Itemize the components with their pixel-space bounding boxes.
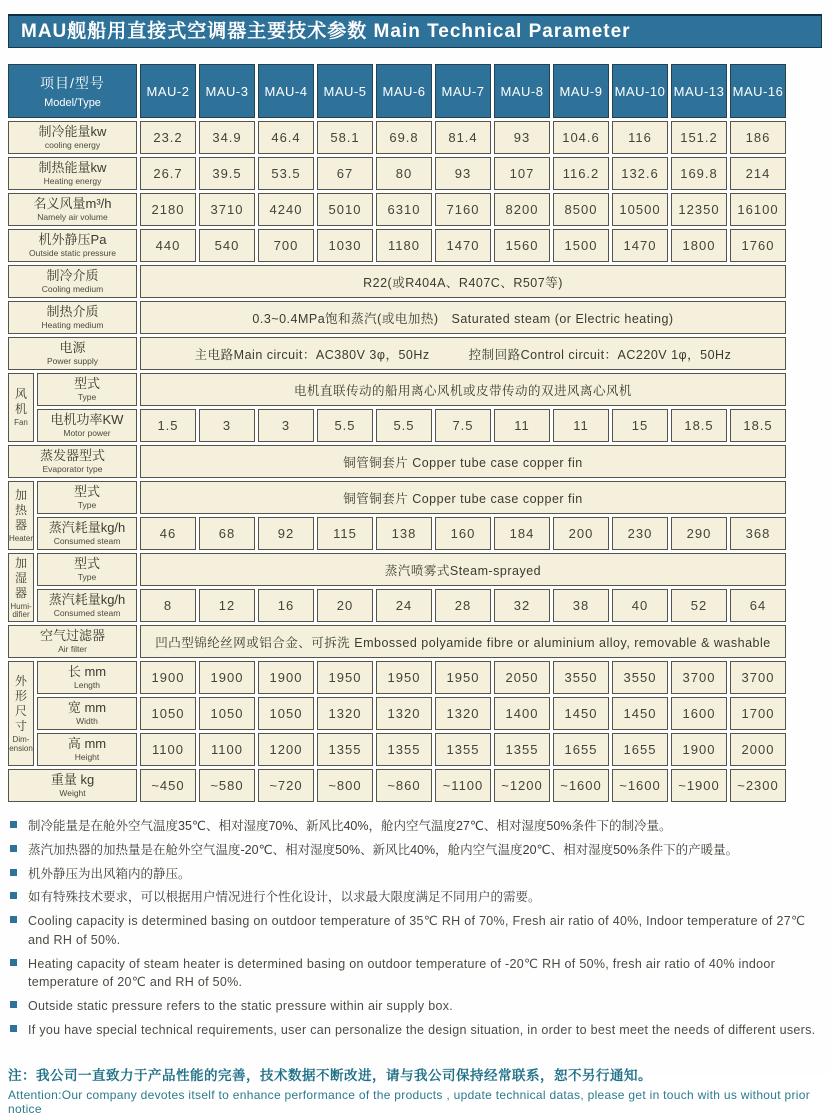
value-cell: 3550: [553, 661, 609, 694]
value-cell: 24: [376, 589, 432, 622]
value-air-filter: 凹凸型锦纶丝网或铝合金、可拆洗 Embossed polyamide fibre or aluminium alloy, removable & washable: [140, 625, 786, 658]
value-cell: 1655: [612, 733, 668, 766]
value-cell: 53.5: [258, 157, 314, 190]
value-cell: 58.1: [317, 121, 373, 154]
bullet-square-icon: [10, 845, 17, 852]
value-cell: 1320: [317, 697, 373, 730]
footer-note-zh: 注：我公司一直致力于产品性能的完善，技术数据不断改进，请与我公司保持经常联系，恕不另行通知。: [8, 1067, 652, 1083]
value-cell: 290: [671, 517, 727, 550]
model-header-cell: MAU-3: [199, 64, 255, 118]
row-label-evaporator-type: 蒸发器型式 Evaporator type: [8, 445, 137, 478]
value-cell: ~450: [140, 769, 196, 802]
value-cell: 5.5: [317, 409, 373, 442]
value-cell: 68: [199, 517, 255, 550]
value-cell: 1800: [671, 229, 727, 262]
value-cell: 1950: [376, 661, 432, 694]
value-cell: 1355: [376, 733, 432, 766]
value-cell: 1200: [258, 733, 314, 766]
value-cell: 52: [671, 589, 727, 622]
section-label-humidifier: 加湿器 Humi-difier: [8, 553, 34, 622]
value-cell: 440: [140, 229, 196, 262]
row-label-power-supply: 电源 Power supply: [8, 337, 137, 370]
corner-label-en: Model/Type: [44, 97, 101, 109]
value-cell: 1655: [553, 733, 609, 766]
value-power-supply: 主电路Main circuit：AC380V 3φ，50Hz 控制回路Control circuit：AC220V 1φ，50Hz: [140, 337, 786, 370]
value-cell: 3: [199, 409, 255, 442]
row-label-height: 高 mm Height: [37, 733, 137, 766]
value-cooling-medium: R22(或R404A、R407C、R507等): [140, 265, 786, 298]
value-cell: 3700: [671, 661, 727, 694]
value-cell: ~860: [376, 769, 432, 802]
model-header-cell: MAU-5: [317, 64, 373, 118]
value-cell: 1320: [435, 697, 491, 730]
value-cell: 3700: [730, 661, 786, 694]
value-cell: 1030: [317, 229, 373, 262]
value-cell: 11: [494, 409, 550, 442]
bullet-square-icon: [10, 959, 17, 966]
value-cell: 5010: [317, 193, 373, 226]
value-cell: 1950: [435, 661, 491, 694]
value-humidifier-type: 蒸汽喷雾式Steam-sprayed: [140, 553, 786, 586]
row-label-humidifier-consumed-steam: 蒸汽耗量kg/h Consumed steam: [37, 589, 137, 622]
note-text: Heating capacity of steam heater is determined basing on outdoor temperature of -20℃ RH of 50%, fresh air ratio of 40% indoor temperature of 20℃ and RH of 50%.: [28, 956, 776, 990]
value-cell: 1180: [376, 229, 432, 262]
model-header-cell: MAU-9: [553, 64, 609, 118]
value-heating-medium: 0.3~0.4MPa饱和蒸汽(或电加热) Saturated steam (or Electric heating): [140, 301, 786, 334]
section-label-dimension: 外形尺寸 Dim-ension: [8, 661, 34, 766]
value-cell: 3710: [199, 193, 255, 226]
value-cell: 38: [553, 589, 609, 622]
value-cell: 1400: [494, 697, 550, 730]
row-label-heating-medium: 制热介质 Heating medium: [8, 301, 137, 334]
value-cell: 132.6: [612, 157, 668, 190]
value-cell: 8500: [553, 193, 609, 226]
value-cell: ~1900: [671, 769, 727, 802]
model-header-cell: MAU-13: [671, 64, 727, 118]
value-cell: ~580: [199, 769, 255, 802]
row-label-humidifier-type: 型式 Type: [37, 553, 137, 586]
value-cell: 1355: [435, 733, 491, 766]
section-label-fan: 风机 Fan: [8, 373, 34, 442]
value-cell: ~1600: [612, 769, 668, 802]
note-item: [8, 955, 820, 993]
value-cell: 16100: [730, 193, 786, 226]
value-cell: 20: [317, 589, 373, 622]
value-cell: 92: [258, 517, 314, 550]
value-cell: 540: [199, 229, 255, 262]
value-cell: 4240: [258, 193, 314, 226]
section-label-heater: 加热器 Heater: [8, 481, 34, 550]
value-cell: 116: [612, 121, 668, 154]
value-cell: 104.6: [553, 121, 609, 154]
value-cell: 1.5: [140, 409, 196, 442]
value-cell: 23.2: [140, 121, 196, 154]
value-cell: 32: [494, 589, 550, 622]
value-cell: 16: [258, 589, 314, 622]
value-cell: 3: [258, 409, 314, 442]
row-label-air-volume: 名义风量m³/h Namely air volume: [8, 193, 137, 226]
value-cell: 214: [730, 157, 786, 190]
footnotes: [8, 817, 820, 1040]
value-cell: 26.7: [140, 157, 196, 190]
note-text: Outside static pressure refers to the static pressure within air supply box.: [28, 999, 454, 1013]
value-cell: 12350: [671, 193, 727, 226]
value-cell: 46: [140, 517, 196, 550]
value-cell: 368: [730, 517, 786, 550]
value-cell: 1900: [199, 661, 255, 694]
value-cell: 28: [435, 589, 491, 622]
model-header-cell: MAU-4: [258, 64, 314, 118]
value-cell: 11: [553, 409, 609, 442]
value-cell: 1050: [140, 697, 196, 730]
bullet-square-icon: [10, 892, 17, 899]
value-cell: 67: [317, 157, 373, 190]
value-cell: 160: [435, 517, 491, 550]
value-cell: 6310: [376, 193, 432, 226]
value-cell: 1900: [140, 661, 196, 694]
value-cell: 8: [140, 589, 196, 622]
value-cell: ~1100: [435, 769, 491, 802]
model-header-cell: MAU-7: [435, 64, 491, 118]
value-cell: ~1200: [494, 769, 550, 802]
note-text: 机外静压为出风箱内的静压。: [28, 866, 191, 881]
value-cell: 1320: [376, 697, 432, 730]
value-cell: 7160: [435, 193, 491, 226]
model-header-cell: MAU-16: [730, 64, 786, 118]
value-cell: 1900: [258, 661, 314, 694]
value-evaporator-type: 铜管铜套片 Copper tube case copper fin: [140, 445, 786, 478]
value-cell: 93: [494, 121, 550, 154]
value-cell: ~2300: [730, 769, 786, 802]
row-label-length: 长 mm Length: [37, 661, 137, 694]
value-cell: 1560: [494, 229, 550, 262]
value-cell: 18.5: [730, 409, 786, 442]
bullet-square-icon: [10, 1025, 17, 1032]
value-cell: 2050: [494, 661, 550, 694]
model-header-cell: MAU-10: [612, 64, 668, 118]
row-label-fan-type: 型式 Type: [37, 373, 137, 406]
value-cell: ~720: [258, 769, 314, 802]
value-cell: 138: [376, 517, 432, 550]
value-cell: 151.2: [671, 121, 727, 154]
value-cell: 10500: [612, 193, 668, 226]
value-cell: 1100: [199, 733, 255, 766]
value-cell: 80: [376, 157, 432, 190]
value-cell: 1100: [140, 733, 196, 766]
note-item: [8, 912, 820, 950]
value-cell: 93: [435, 157, 491, 190]
value-cell: 1050: [199, 697, 255, 730]
value-cell: 39.5: [199, 157, 255, 190]
value-cell: 3550: [612, 661, 668, 694]
bullet-square-icon: [10, 916, 17, 923]
value-cell: 184: [494, 517, 550, 550]
row-label-heating-energy: 制热能量kw Heating energy: [8, 157, 137, 190]
spec-table: [8, 64, 786, 802]
note-text: 制冷能量是在舱外空气温度35℃、相对湿度70%、新风比40%，舱内空气温度27℃、相对湿度50%条件下的制冷量。: [28, 819, 672, 833]
model-header-cell: MAU-2: [140, 64, 196, 118]
value-cell: 7.5: [435, 409, 491, 442]
corner-header-cell: [8, 64, 137, 118]
value-cell: 15: [612, 409, 668, 442]
value-cell: 1700: [730, 697, 786, 730]
value-cell: 1355: [494, 733, 550, 766]
value-cell: 5.5: [376, 409, 432, 442]
value-cell: 1050: [258, 697, 314, 730]
value-cell: 1500: [553, 229, 609, 262]
corner-label-zh: 项目/型号: [40, 75, 105, 91]
value-cell: 64: [730, 589, 786, 622]
value-cell: 2180: [140, 193, 196, 226]
value-cell: 46.4: [258, 121, 314, 154]
value-cell: 1470: [435, 229, 491, 262]
value-cell: 1450: [553, 697, 609, 730]
value-cell: 18.5: [671, 409, 727, 442]
bullet-square-icon: [10, 1001, 17, 1008]
footer-note-en: Attention:Our company devotes itself to enhance performance of the products , update technical datas, please get in touch with us without prior notice: [8, 1087, 811, 1116]
value-heater-type: 铜管铜套片 Copper tube case copper fin: [140, 481, 786, 514]
bullet-square-icon: [10, 869, 17, 876]
row-label-width: 宽 mm Width: [37, 697, 137, 730]
note-text: 如有特殊技术要求，可以根据用户情况进行个性化设计，以求最大限度满足不同用户的需要。: [28, 890, 541, 905]
value-cell: 81.4: [435, 121, 491, 154]
note-item: [8, 841, 820, 860]
value-cell: 1355: [317, 733, 373, 766]
value-cell: 1470: [612, 229, 668, 262]
value-cell: 1760: [730, 229, 786, 262]
value-cell: 1950: [317, 661, 373, 694]
row-label-heater-type: 型式 Type: [37, 481, 137, 514]
row-label-air-filter: 空气过滤器 Air filter: [8, 625, 137, 658]
bullet-square-icon: [10, 821, 17, 828]
note-item: [8, 888, 820, 907]
value-cell: ~1600: [553, 769, 609, 802]
value-cell: 700: [258, 229, 314, 262]
note-text: If you have special technical requirements, user can personalize the design situation, in order to best meet the needs of different users.: [28, 1022, 816, 1037]
row-label-heater-consumed-steam: 蒸汽耗量kg/h Consumed steam: [37, 517, 137, 550]
value-cell: ~800: [317, 769, 373, 802]
value-cell: 115: [317, 517, 373, 550]
value-cell: 116.2: [553, 157, 609, 190]
value-cell: 1900: [671, 733, 727, 766]
note-text: Cooling capacity is determined basing on outdoor temperature of 35℃ RH of 70%, Fresh air ratio of 40%, Indoor temperature of 27℃ and RH of 50%.: [28, 914, 806, 947]
row-label-motor-power: 电机功率KW Motor power: [37, 409, 137, 442]
value-cell: 1600: [671, 697, 727, 730]
value-cell: 69.8: [376, 121, 432, 154]
model-header-cell: MAU-6: [376, 64, 432, 118]
row-label-cooling-medium: 制冷介质 Cooling medium: [8, 265, 137, 298]
note-text: 蒸汽加热器的加热量是在舱外空气温度-20℃、相对湿度50%、新风比40%，舱内空气温度20℃、相对湿度50%条件下的产暖量。: [28, 842, 739, 857]
value-cell: 1450: [612, 697, 668, 730]
note-item: [8, 997, 820, 1016]
row-label-cooling-energy: 制冷能量kw cooling energy: [8, 121, 137, 154]
value-cell: 169.8: [671, 157, 727, 190]
value-cell: 34.9: [199, 121, 255, 154]
value-cell: 230: [612, 517, 668, 550]
page-title: MAU舰船用直接式空调器主要技术参数 Main Technical Parameter: [8, 14, 822, 48]
value-cell: 200: [553, 517, 609, 550]
row-label-weight: 重量 kg Weight: [8, 769, 137, 802]
value-cell: 107: [494, 157, 550, 190]
model-header-cell: MAU-8: [494, 64, 550, 118]
value-fan-type: 电机直联传动的船用离心风机或皮带传动的双进风离心风机: [140, 373, 786, 406]
value-cell: 12: [199, 589, 255, 622]
value-cell: 2000: [730, 733, 786, 766]
footer-note: [8, 1064, 822, 1116]
note-item: [8, 865, 820, 884]
value-cell: 186: [730, 121, 786, 154]
value-cell: 8200: [494, 193, 550, 226]
note-item: [8, 817, 820, 836]
row-label-static-pressure: 机外静压Pa Outside static pressure: [8, 229, 137, 262]
note-item: [8, 1021, 820, 1040]
value-cell: 40: [612, 589, 668, 622]
